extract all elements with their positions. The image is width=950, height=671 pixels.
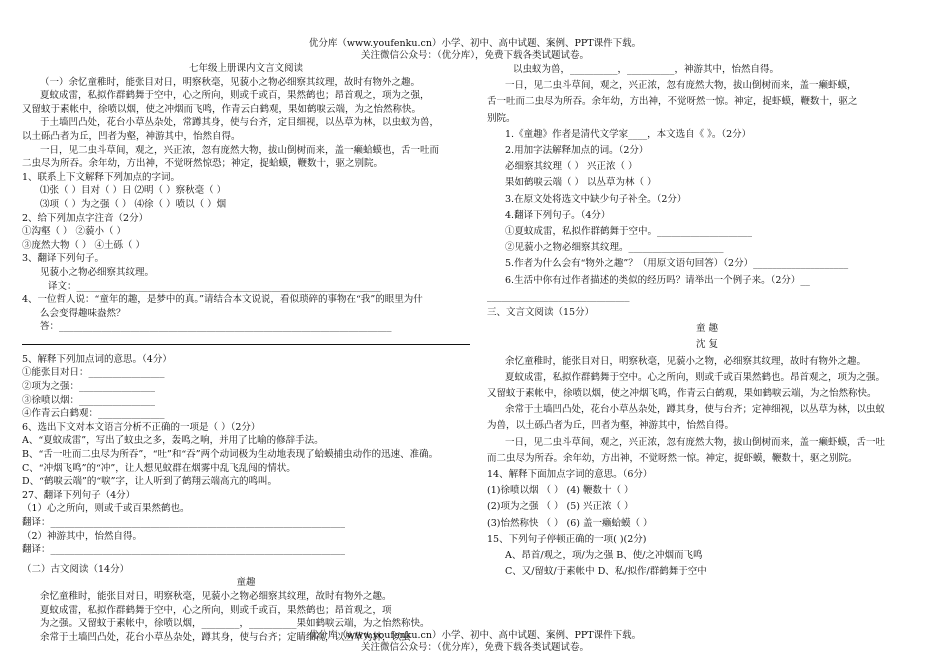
right-text-line: 必细察其纹理（ ） 兴正浓（ ）: [505, 161, 638, 173]
left-text-line: 童趣: [236, 577, 256, 589]
left-text-line: （二）古文阅读（14分）: [22, 563, 130, 575]
right-text-line: 果如鹤唳云端（ ） 以丛草为林（ ）: [505, 177, 657, 189]
left-text-line: 余常于土墙凹凸处，花台小草丛杂处，蹲其身，使与台齐；定睛细视，以丛草为林，以虫: [40, 631, 411, 643]
left-text-line: ②项为之强：________________: [22, 381, 156, 393]
right-text-line: 一日，见二虫斗草间，观之，兴正浓，忽有庞然大物，拔山倒树而来，盖一癞虾蟆，舌一吐: [505, 436, 886, 448]
left-text-line: 1、联系上下文解释下列加点的字词。: [22, 171, 181, 183]
left-text-line: ③徐喷以烟：________________: [22, 394, 156, 406]
right-text-line: 为兽，以土砾凸者为丘，凹者为壑，神游其中，怡然自得。: [487, 420, 735, 432]
left-text-line: ①能张目对日：________________: [22, 367, 165, 379]
right-text-line: 一日，见二虫斗草间，观之，兴正浓，忽有庞然大物，拔山倒树而来，盖一癞虾蟆，: [505, 80, 857, 92]
right-text-line: (2)项为之强 （ ） (5) 兴正浓（ ）: [487, 501, 634, 513]
left-text-line: 翻译：______________________________________________________________: [22, 517, 346, 528]
right-text-line: 1.《童趣》作者是清代文学家____，本文选自《 》。（2分）: [505, 128, 752, 140]
right-column: [487, 62, 927, 581]
right-text-line: 2.用加字法解释加点的词。（2分）: [505, 145, 649, 157]
right-text-line: 以虫蚁为兽，__________，__________，神游其中，怡然自得。: [513, 64, 780, 75]
right-text-line: 5.作者为什么会有“物外之趣”？（用原文语句回答）（2分）____________________: [505, 258, 849, 270]
right-text-line: 余忆童稚时，能张目对日，明察秋毫，见藐小之物，必细察其纹理，故时有物外之趣。: [505, 355, 867, 367]
right-text-line: 沈 复: [695, 339, 719, 351]
left-text-line: （一）余忆童稚时，能张目对日，明察秋毫，见藐小之物必细察其纹理，故时有物外之趣。: [40, 76, 421, 88]
right-text-line: 3.在原文处将选文中缺少句子补全。（2分）: [505, 193, 687, 205]
right-text-line: (1)徐喷以烟 （ ） (4) 鞭数十（ ）: [487, 485, 634, 497]
left-column: [22, 62, 470, 644]
header-line-1: 优分库（www.youfenku.cn）小学、初中、高中试题、案例、PPT课件下载。: [308, 38, 642, 49]
left-text-line: 6、选出下文对本文语言分析不正确的一项是（ ）（2分）: [22, 421, 261, 433]
right-text-line: 又留蚊于素帐中，徐喷以烟，使之冲烟飞鸣，作青云白鹤观，果如鹤唳云端，为之怡然称快。: [487, 388, 877, 400]
left-text-line: 一日，见二虫斗草间，观之，兴正浓，忽有庞然大物，拔山倒树而来，盖一癞蛤蟆也，舌一吐而: [40, 144, 440, 156]
left-text-line: 5、解释下列加点词的意思。（4分）: [22, 353, 172, 365]
left-text-line: B、“舌一吐而二虫尽为所吞”，“吐”和“吞”两个动词极为生动地表现了蛤蟆捕虫动作的迅速、准确。: [22, 449, 439, 461]
right-text-line: ②见藐小之物必细察其纹理。____________________: [505, 242, 724, 254]
right-text-line: 15、下列句子停顿正确的一项( )(2分): [487, 533, 647, 545]
right-text-line: ①夏蚊成雷，私拟作群鹤舞于空中。____________________: [505, 226, 753, 238]
left-text-line: 于土墙凹凸处，花台小草丛杂处，常蹲其身，使与台齐，定目细视，以丛草为林，以虫蚁为兽，: [40, 117, 440, 129]
left-text-line: ③庞然大物（ ） ④土砾（ ）: [22, 239, 146, 251]
left-text-line: 为之强。又留蚊于素帐中，徐喷以烟，________，__________果如鹤唳云端，为之怡然称快。: [40, 618, 430, 630]
right-text-line: 别院。: [487, 112, 516, 124]
page-footer: [0, 630, 950, 654]
left-text-line: C、“冲烟飞鸣”的“冲”，让人想见蚊群在烟雾中乱飞乱闯的情状。: [22, 462, 296, 474]
left-text-line: 见藐小之物必细察其纹理。: [40, 266, 155, 278]
left-text-line: 夏蚊成雷，私拟作群鹤舞于空中，心之所向，则或千或百，果然鹤也；昂首观之，项为之强，: [40, 90, 430, 102]
left-text-line: 27、翻译下列句子（4分）: [22, 489, 136, 501]
right-text-line: (3)怡然称快 （ ） (6) 盖一癞蛤蟆（ ）: [487, 517, 653, 529]
right-text-line: 三、文言文阅读（15分）: [487, 307, 595, 319]
left-text-line: ⑴张（ ）目对（ ）日 ⑵明（ ）察秋毫（ ）: [40, 185, 227, 197]
left-text-line: 七年级上册课内文言文阅读: [188, 63, 303, 74]
right-text-line: ______________________________: [487, 290, 630, 302]
left-text-line: 4、一位哲人说：“童年的趣，是梦中的真。”请结合本文说说，看似琐碎的事物在“我”的眼里为什: [22, 294, 423, 306]
left-text-line: 二虫尽为所吞。余年幼，方出神，不觉呀然惊恐；神定，捉蛤蟆，鞭数十，驱之别院。: [22, 158, 384, 170]
left-text-line: 余忆童稚时，能张目对日，明察秋毫，见藐小之物必细察其纹理，故时有物外之趣。: [40, 590, 392, 602]
right-text-line: 舌一吐而二虫尽为所吞。余年幼，方出神，不觉呀然一惊。神定，捉虾蟆，鞭数十，驱之: [487, 96, 858, 108]
left-text-line: ①沟壑（ ） ②藐小（ ）: [22, 226, 127, 238]
right-text-line: 夏蚊成雷，私拟作群鹤舞于空中。心之所向，则或千或百果然鹤也。昂首观之，项为之强。: [505, 371, 886, 383]
header-line-2: 关注微信公众号：（优分库），免费下载各类试题试卷。: [360, 50, 589, 61]
right-text-line: 14、解释下面加点字词的意思。（6分）: [487, 469, 653, 481]
left-text-line: 译文：________________________________________________________________: [48, 280, 381, 292]
right-text-line: C、又/留蚊/于素帐中 D、私/拟作/群鹤舞于空中: [505, 566, 707, 578]
left-text-line: 夏蚊成雷，私拟作群鹤舞于空中，心之所向，则或千或百，果然鹤也；昂首观之，项: [40, 604, 392, 616]
left-text-line: 答：______________________________________________________________________: [40, 321, 392, 333]
right-text-line: 余常于土墙凹凸处，花台小草丛杂处，蹲其身，使与台齐；定神细视，以丛草为林，以虫蚁: [505, 404, 886, 416]
right-text-line: 6.生活中你有过作者描述的类似的经历吗？请举出一个例子来。（2分）__: [505, 274, 810, 286]
right-text-line: 4.翻译下列句子。（4分）: [505, 209, 611, 221]
right-text-line: A、昂首/观之，项/为之强 B、使/之冲烟而飞鸣: [505, 550, 703, 562]
left-text-line: [22, 336, 470, 345]
left-text-line: （1）心之所向，则或千或百果然鹤也。: [22, 503, 190, 515]
left-text-line: 又留蚊于素帐中，徐喷以烟，使之冲烟而飞鸣，作青云白鹤观，果如鹤唳云端，为之怡然称快。: [22, 103, 422, 115]
left-text-line: 2、给下列加点字注音（2分）: [22, 212, 149, 224]
left-text-line: D、“鹤唳云端”的“唳”字，让人听到了鹤翔云端高亢的鸣叫。: [22, 476, 278, 488]
left-text-line: ④作青云白鹤观：______________: [22, 408, 165, 420]
left-text-line: 么会变得趣味盎然？: [40, 307, 126, 319]
footer-line-1: 优分库（www.youfenku.cn）小学、初中、高中试题、案例、PPT课件下载。: [308, 630, 642, 641]
footer-line-2: 关注微信公众号：（优分库），免费下载各类试题试卷。: [360, 642, 589, 653]
left-text-line: A、“夏蚊成雷”，写出了蚊虫之多，轰鸣之响，并用了比喻的修辞手法。: [22, 435, 324, 447]
left-text-line: 翻译：______________________________________________________________: [22, 544, 346, 556]
right-text-line: 童 趣: [695, 323, 719, 335]
left-text-line: 以土砾凸者为丘，凹者为壑，神游其中，怡然自得。: [22, 130, 241, 142]
left-text-line: ⑶项（ ）为之强（ ） ⑷徐（ ）喷以（ ）烟: [40, 198, 227, 210]
page-header: [0, 38, 950, 62]
left-text-line: 3、翻译下列句子。: [22, 253, 105, 265]
right-text-line: 而二虫尽为所吞。余年幼，方出神，不觉呀然一惊。神定，捉虾蟆，鞭数十，驱之别院。: [487, 452, 858, 464]
left-text-line: （2）神游其中，怡然自得。: [22, 530, 143, 542]
